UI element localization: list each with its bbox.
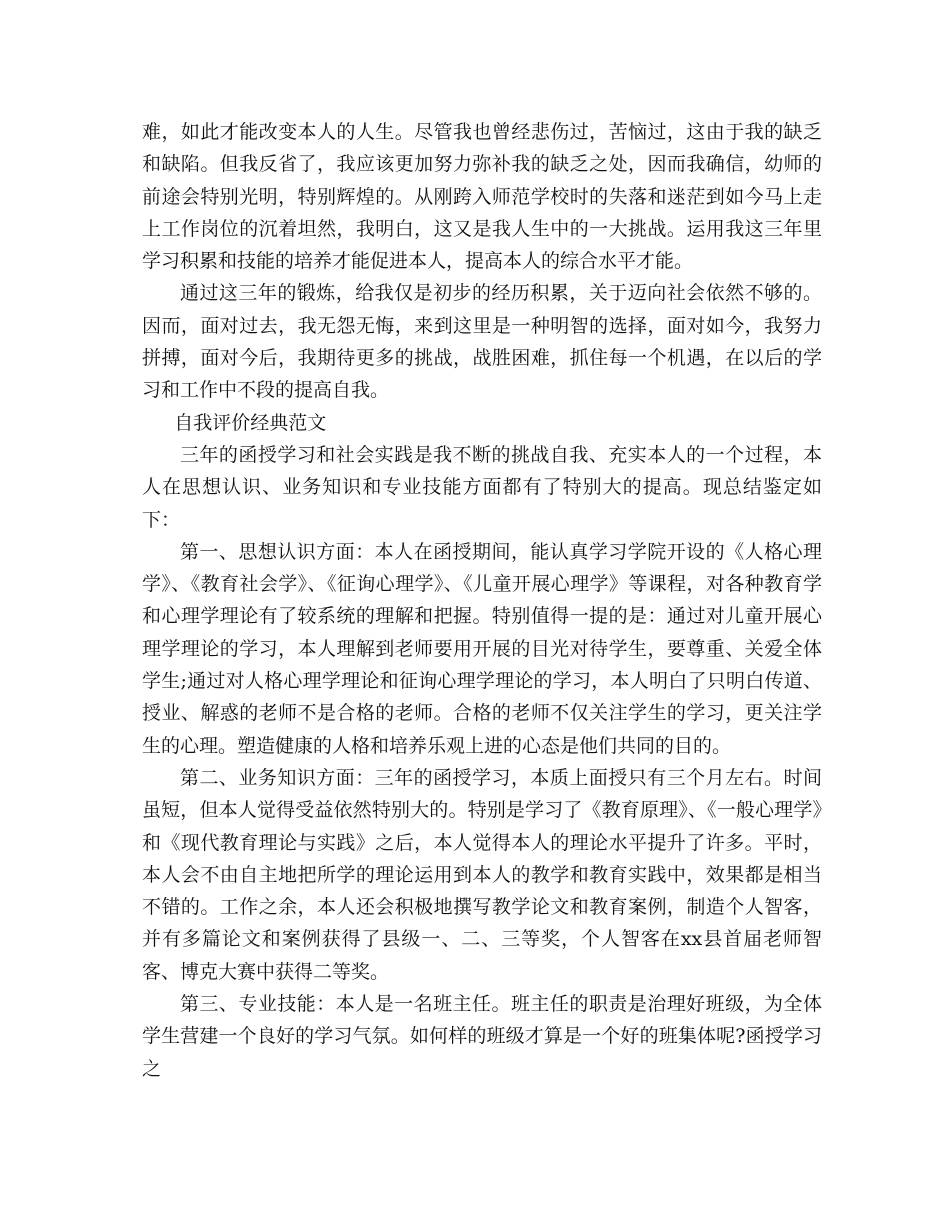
paragraph-intro: 三年的函授学习和社会实践是我不断的挑战自我、充实本人的一个过程，本人在思想认识、业务知识和专业技能方面都有了特别大的提高。现总结鉴定如下： — [142, 443, 822, 531]
paragraph-experience: 通过这三年的锻炼，给我仅是初步的经历积累，关于迈向社会依然不够的。因而，面对过去，我无怨无悔，来到这里是一种明智的选择，面对如今，我努力拼搏，面对今后，我期待更多的挑战，战胜困难，抓住每一个机遇，在以后的学习和工作中不段的提高自我。 — [142, 282, 822, 402]
paragraph-continuation: 难，如此才能改变本人的人生。尽管我也曾经悲伤过，苦恼过，这由于我的缺乏和缺陷。但我反省了，我应该更加努力弥补我的缺乏之处，因而我确信，幼师的前途会特别光明，特别辉煌的。从刚跨入师范学校时的失落和迷茫到如今马上走上工作岗位的沉着坦然，我明白，这又是我人生中的一大挑战。运用我这三年里学习积累和技能的培养才能促进本人，提高本人的综合水平才能。 — [142, 121, 822, 273]
paragraph-thinking: 第一、思想认识方面：本人在函授期间，能认真学习学院开设的《人格心理学》、《教育社会学》、《征询心理学》、《儿童开展心理学》等课程，对各种教育学和心理学理论有了较系统的理解和把握。特别值得一提的是：通过对儿童开展心理学理论的学习，本人理解到老师要用开展的目光对待学生，要尊重、关爱全体学生;通过对人格心理学理论和征询心理学理论的学习，本人明白了只明白传道、授业、解惑的老师不是合格的老师。合格的老师不仅关注学生的学习，更关注学生的心理。塑造健康的人格和培养乐观上进的心态是他们共同的目的。 — [142, 540, 822, 757]
paragraph-knowledge: 第二、业务知识方面：三年的函授学习，本质上面授只有三个月左右。时间虽短，但本人觉得受益依然特别大的。特别是学习了《教育原理》、《一般心理学》和《现代教育理论与实践》之后，本人觉得本人的理论水平提升了许多。平时，本人会不由自主地把所学的理论运用到本人的教学和教育实践中，效果都是相当不错的。工作之余，本人还会积极地撰写教学论文和教育案例，制造个人智客，并有多篇论文和案例获得了县级一、二、三等奖，个人智客在xx县首届老师智客、博克大赛中获得二等奖。 — [142, 766, 822, 983]
paragraph-skills: 第三、专业技能：本人是一名班主任。班主任的职责是治理好班级，为全体学生营建一个良好的学习气氛。如何样的班级才算是一个好的班集体呢?函授学习之 — [142, 993, 822, 1080]
document-body — [142, 116, 822, 1085]
section-heading: 自我评价经典范文 — [174, 411, 327, 434]
